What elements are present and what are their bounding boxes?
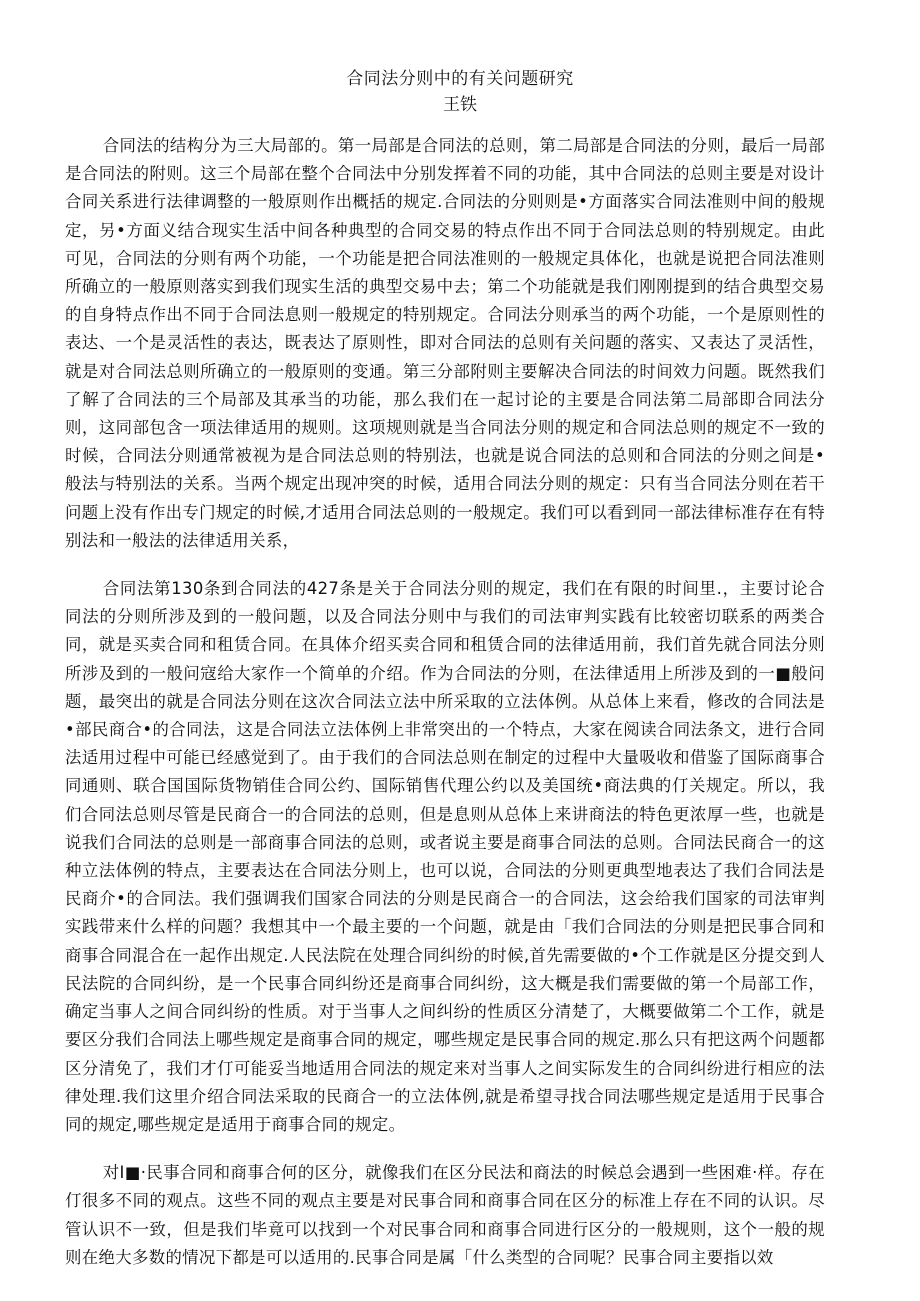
paragraph-1: 合同法的结构分为三大局部的。第一局部是合同法的总则，第二局部是合同法的分则，最后一局部是合同法的附则。这三个局部在整个合同法中分别发挥着不同的功能，其中合同法的总则主要是对设计合同关系进行法律调整的一般原则作出概括的规定.合同法的分则则是•方面落实合同法准则中间的般规定，另•方面义结合现实生活中间各种典型的合同交易的特点作出不同于合同法总则的特别规定。由此可见，合同法的分则有两个功能，一个功能是把合同法准则的一般规定具体化，也就是说把合同法准则所确立的一般原则落实到我们现实生活的典型交易中去；第二个功能就是我们刚刚提到的结合典型交易的自身特点作出不同于合同法息则一般规定的特别规定。合同法分则承当的两个功能，一个是原则性的表达、一个是灵活性的表达，既表达了原则性，即对合同法的总则有关问题的落实、又表达了灵活性，就是对合同法总则所确立的一般原则的变通。第三分部附则主要解决合同法的时间效力问题。既然我们了解了合同法的三个局部及其承当的功能，那么我们在一起讨论的主要是合同法第二局部即合同法分则，这同部包含一项法律适用的规则。这项规则就是当合同法分则的规定和合同法总则的规定不一致的时候，合同法分则通常被视为是合同法总则的特别法，也就是说合同法的总则和合同法的分则之间是•般法与特别法的关系。当两个规定出现冲突的时候，适用合同法分则的规定：只有当合同法分则在若干问题上没有作出专门规定的时候,才适用合同法总则的一般规定。我们可以看到同一部法律标准存在有特别法和一般法的法律适用关系， xyxy=(65,136,825,550)
document-header xyxy=(0,66,920,118)
document-author: 王铁 xyxy=(443,95,477,115)
paragraph-3: 对I■·民事合同和商事合何的区分，就像我们在区分民法和商法的时候总会遇到一些困难·样。存在仃很多不同的观点。这些不同的观点主要是对民事合同和商事合同在区分的标准上存在不同的认识。尽管认识不一致，但是我们毕竟可以找到一个对民事合同和商事合同进行区分的一般规则，这个一般的规则在绝大多数的情况下都是可以适用的.民事合同是属「什么类型的合同呢？民事合同主要指以效 xyxy=(65,1163,825,1267)
document-body xyxy=(65,132,825,1292)
paragraph-2: 合同法第130条到合同法的427条是关于合同法分则的规定，我们在有限的时间里.，主要讨论合同法的分则所涉及到的一般问题，以及合同法分则中与我们的司法审判实践有比较密切联系的两类合同，就是买卖合同和租赁合同。在具体介绍买卖合同和租赁合同的法律适用前，我们首先就合同法分则所涉及到的一般问寇给大家作一个简单的介绍。作为合同法的分则，在法律适用上所涉及到的一■般问题，最突出的就是合同法分则在这次合同法立法中所采取的立法体例。从总体上来看，修改的合同法是•部民商合•的合同法，这是合同法立法体例上非常突出的一个特点，大家在阅读合同法条文，进行合同法适用过程中可能已经感觉到了。由于我们的合同法总则在制定的过程中大量吸收和借鉴了国际商事合同通则、联合国国际货物销佳合同公约、国际销售代理公约以及美国统•商法典的仃关规定。所以，我们合同法总则尽管是民商合一的合同法的总则，但是息则从总体上来讲商法的特色更浓厚一些，也就是说我们合同法的总则是一部商事合同法的总则，或者说主要是商事合同法的总则。合同法民商合一的这种立法体例的特点，主要表达在合同法分则上，也可以说，合同法的分则更典型地表达了我们合同法是民商介•的合同法。我们强调我们国家合同法的分则是民商合一的合同法，这会给我们国家的司法审判实践带来什么样的问题？我想其中一个最主要的一个问题，就是由「我们合同法的分则是把民事合同和商事合同混合在一起作出规定.人民法院在处理合同纠纷的时候,首先需要做的•个工作就是区分提交到人民法院的合同纠纷，是一个民事合同纠纷还是商事合同纠纷，这大概是我们需要做的第一个局部工作，确定当事人之间合同纠纷的性质。对于当事人之间纠纷的性质区分清楚了，大概要做第二个工作，就是要区分我们合同法上哪些规定是商事合同的规定，哪些规定是民事合同的规定.那么只有把这两个问题都区分清免了，我们才仃可能妥当地适用合同法的规定来对当事人之间实际发生的合同纠纷进行相应的法律处理.我们这里介绍合同法采取的民商合一的立法体例,就是希望寻找合同法哪些规定是适用于民事合同的规定,哪些规定是适用于商事合同的规定。 xyxy=(65,579,825,1134)
document-title: 合同法分则中的有关问题研究 xyxy=(346,69,574,89)
